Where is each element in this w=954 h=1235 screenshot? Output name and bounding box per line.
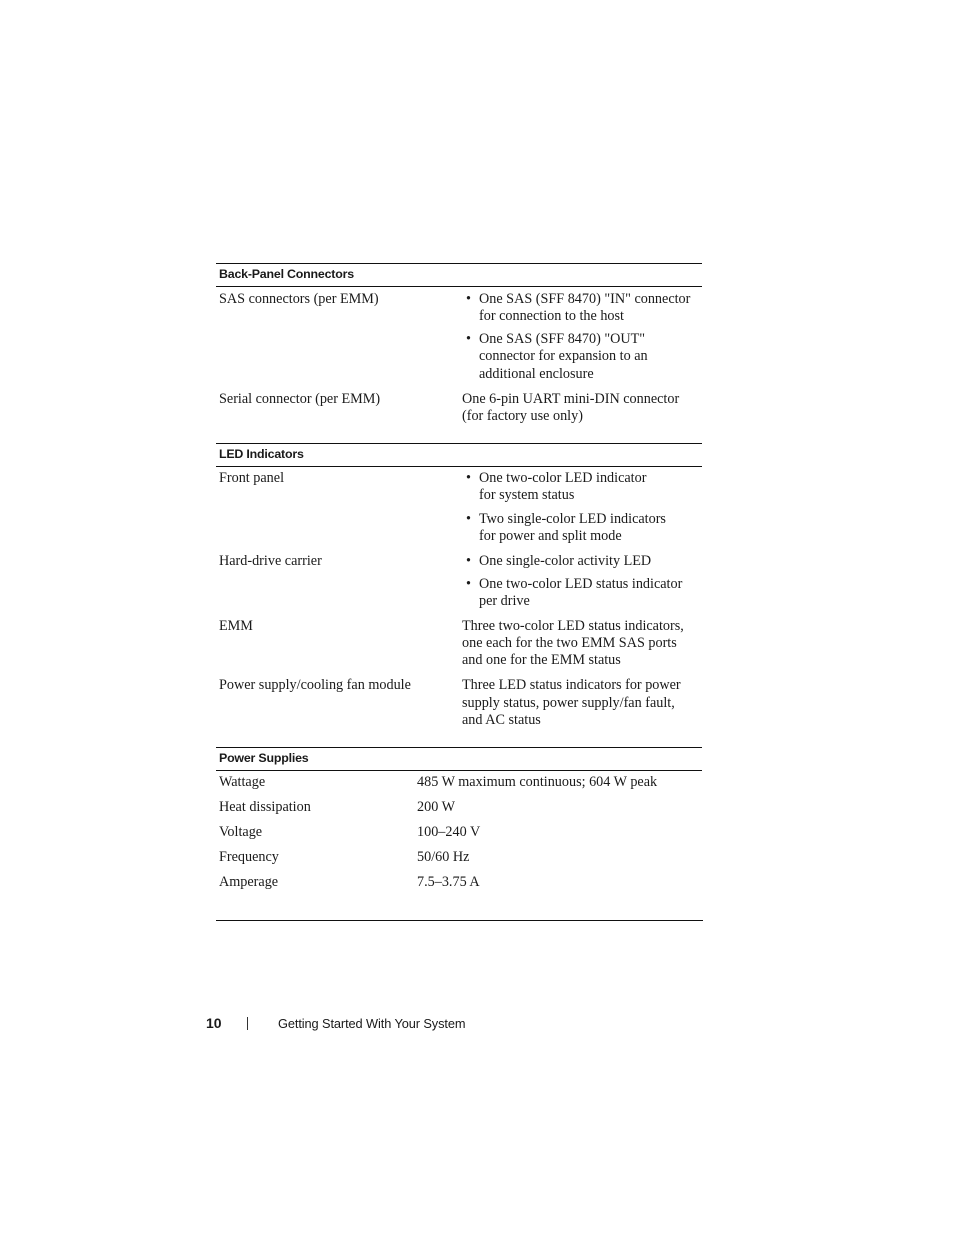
bullet-icon: • [466, 291, 471, 307]
footer-title: Getting Started With Your System [278, 1016, 466, 1031]
bullet-icon: • [466, 331, 471, 347]
row-value-emm-line-2: one each for the two EMM SAS ports [462, 635, 677, 651]
row-label-sas-connectors: SAS connectors (per EMM) [219, 291, 379, 307]
row-value-serial-line-1: One 6-pin UART mini-DIN connector [462, 391, 680, 407]
section-title: LED Indicators [219, 447, 304, 461]
bullet-icon: • [466, 470, 471, 486]
row-value-psu-line-3: and AC status [462, 712, 541, 728]
row-value-heat-dissipation: 200 W [417, 799, 455, 815]
row-label-amperage: Amperage [219, 874, 279, 890]
row-value-wattage: 485 W maximum continuous; 604 W peak [417, 774, 658, 790]
bullet-icon: • [466, 553, 471, 569]
footer-separator [247, 1017, 248, 1030]
row-label-voltage: Voltage [219, 824, 263, 840]
row-label-serial-connector: Serial connector (per EMM) [219, 391, 381, 407]
row-value-amperage: 7.5–3.75 A [417, 874, 480, 890]
row-label-frequency: Frequency [219, 849, 279, 865]
row-label-front-panel: Front panel [219, 470, 285, 486]
section-header-led [216, 443, 702, 467]
row-label-power-supply-fan: Power supply/cooling fan module [219, 677, 411, 693]
row-label-wattage: Wattage [219, 774, 266, 790]
row-value-psu-line-1: Three LED status indicators for power [462, 677, 681, 693]
page-number: 10 [206, 1015, 222, 1031]
row-value-psu-line-2: supply status, power supply/fan fault, [462, 695, 675, 711]
row-value-voltage: 100–240 V [417, 824, 481, 840]
row-label-hard-drive-carrier: Hard-drive carrier [219, 553, 322, 569]
section-header-power [216, 747, 702, 771]
row-label-heat-dissipation: Heat dissipation [219, 799, 311, 815]
section-title: Back-Panel Connectors [219, 267, 354, 281]
bullet-icon: • [466, 511, 471, 527]
section-title: Power Supplies [219, 751, 309, 765]
table-bottom-rule [216, 920, 703, 921]
row-value-emm-line-3: and one for the EMM status [462, 652, 621, 668]
section-header-back-panel [216, 263, 702, 287]
row-value-emm-line-1: Three two-color LED status indicators, [462, 618, 684, 634]
row-label-emm: EMM [219, 618, 253, 634]
row-value-frequency: 50/60 Hz [417, 849, 470, 865]
row-value-serial-line-2: (for factory use only) [462, 408, 583, 424]
bullet-icon: • [466, 576, 471, 592]
